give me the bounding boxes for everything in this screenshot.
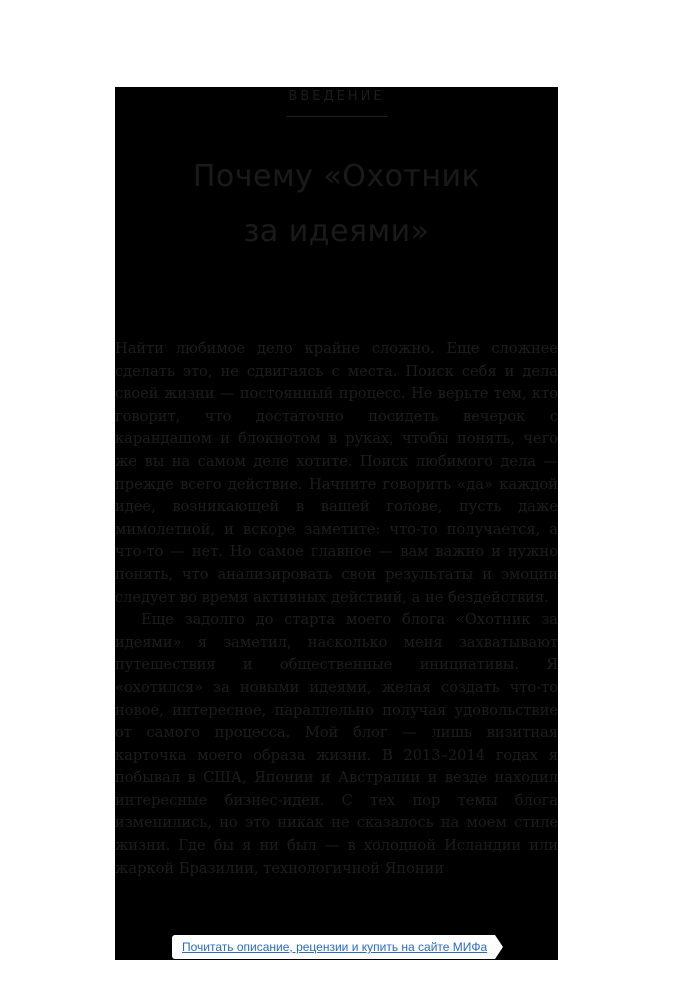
chapter-title-line-2: за идеями» [243,214,430,249]
body-text [115,338,558,880]
paragraph-1: Найти любимое дело крайне сложно. Еще сложнее сделать это, не сдвигаясь с места. Поиск себя и дела своей жизни — постоянный процесс. Не верьте тем, кто говорит, что достаточно посидеть вечерок с карандашом и блокнотом в руках, чтобы понять, чего же вы на самом деле хотите. Поиск любимого дела — прежде всего действие. Начните говорить «да» каждой идее, возникающей в вашей голове, пусть даже мимолетной, и вскоре заметите: что-то получается, а что-то — нет. Но самое главное — вам важно и нужно понять, что анализировать свои результаты и эмоции следует во время активных действий, а не бездействия. [115,340,558,606]
mif-store-link[interactable]: Почитать описание, рецензии и купить на сайте МИФа [172,935,495,959]
section-label: ВВЕДЕНИЕ [288,89,385,104]
book-page [115,87,558,960]
paragraph-2: Еще задолго до старта моего блога «Охотник за идеями» я заметил, насколько меня захватывают путешествия и общественные инициативы. Я «охотился» за новыми идеями, желая создать что-то новое, интересное, параллельно получая удовольствие от самого процесса. Мой блог — лишь визитная карточка моего образа жизни. В 2013–2014 годах я побывал в США, Японии и Австралии и везде находил интересные бизнес-идеи. С тех пор темы блога изменились, но это никак не сказалось на моем стиле жизни. Где бы я ни был — в холодной Исландии или жаркой Бразилии, технологичной Японии [115,611,558,877]
chapter-title-line-1: Почему «Охотник [192,159,481,194]
chapter-title [115,149,558,259]
section-divider [286,116,388,117]
